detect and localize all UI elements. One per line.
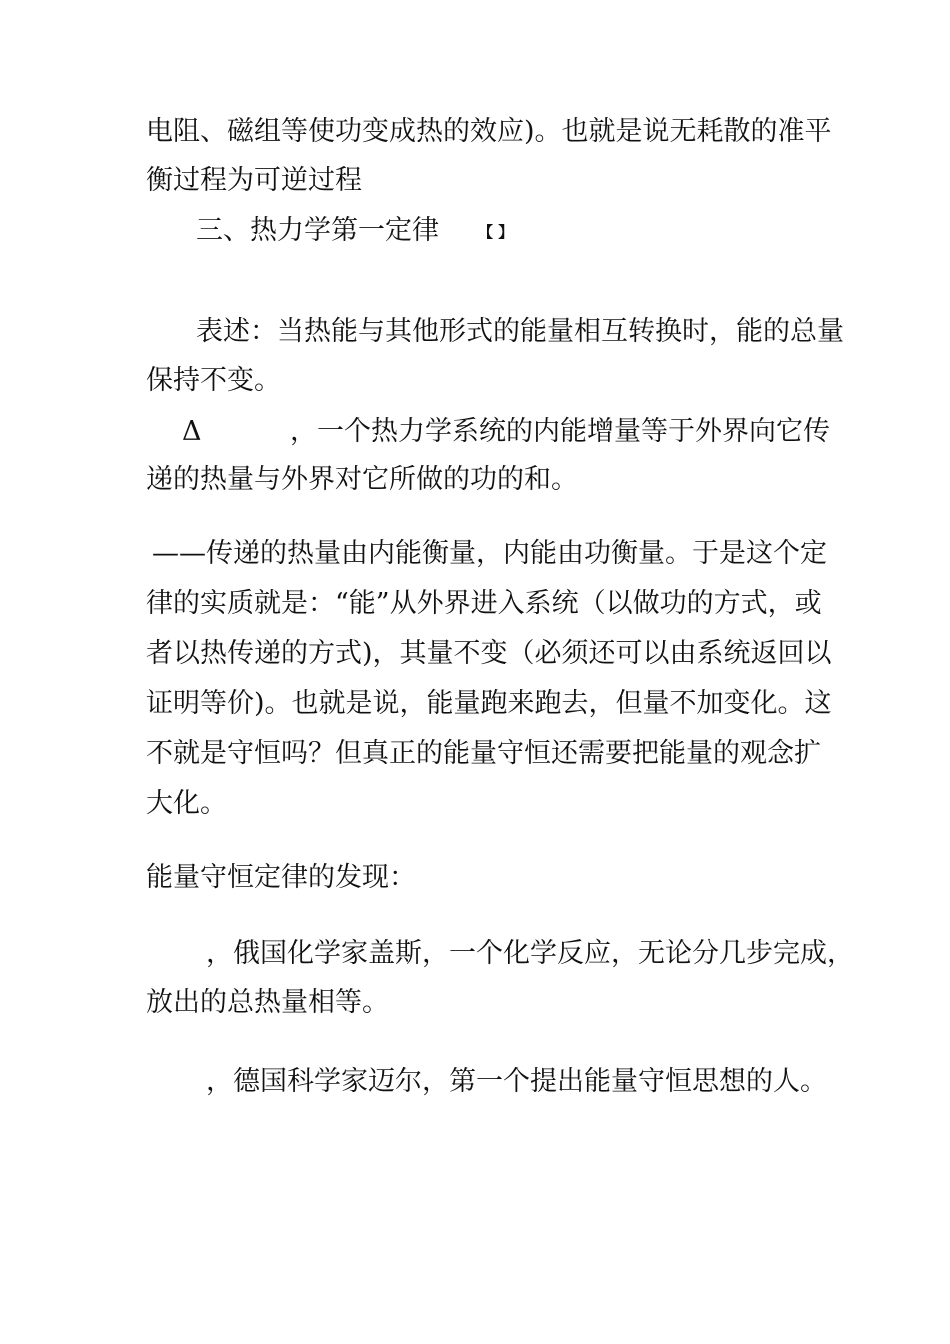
delta-symbol: Δ <box>182 416 202 447</box>
text-line: ，俄国化学家盖斯，一个化学反应，无论分几步完成， <box>206 938 854 969</box>
text-line: 表述：当热能与其他形式的能量相互转换时，能的总量 <box>196 316 844 347</box>
text-line: 衡过程为可逆过程 <box>146 165 362 196</box>
text-line: 证明等价)。也就是说，能量跑来跑去，但量不加变化。这 <box>146 688 832 719</box>
text-line: 不就是守恒吗？但真正的能量守恒还需要把能量的观念扩 <box>146 738 821 769</box>
text-line: 者以热传递的方式)，其量不变（必须还可以由系统返回以 <box>146 638 832 669</box>
citation-bracket: 【 】 <box>478 223 514 241</box>
text-line: 放出的总热量相等。 <box>146 987 389 1018</box>
text-line: ，一个热力学系统的内能增量等于外界向它传 <box>290 416 830 447</box>
text-line: 电阻、磁组等使功变成热的效应)。也就是说无耗散的准平 <box>146 116 832 147</box>
text-line: ——传递的热量由内能衡量，内能由功衡量。于是这个定 <box>152 538 827 569</box>
text-line: 律的实质就是：“能”从外界进入系统（以做功的方式，或 <box>146 588 822 619</box>
text-line: 大化。 <box>146 788 227 819</box>
text-line: ，德国科学家迈尔，第一个提出能量守恒思想的人。 <box>206 1066 827 1097</box>
text-line: 递的热量与外界对它所做的功的和。 <box>146 464 578 495</box>
text-line: 保持不变。 <box>146 365 281 396</box>
section-heading: 三、热力学第一定律 <box>196 215 439 246</box>
subheading: 能量守恒定律的发现： <box>146 862 416 893</box>
